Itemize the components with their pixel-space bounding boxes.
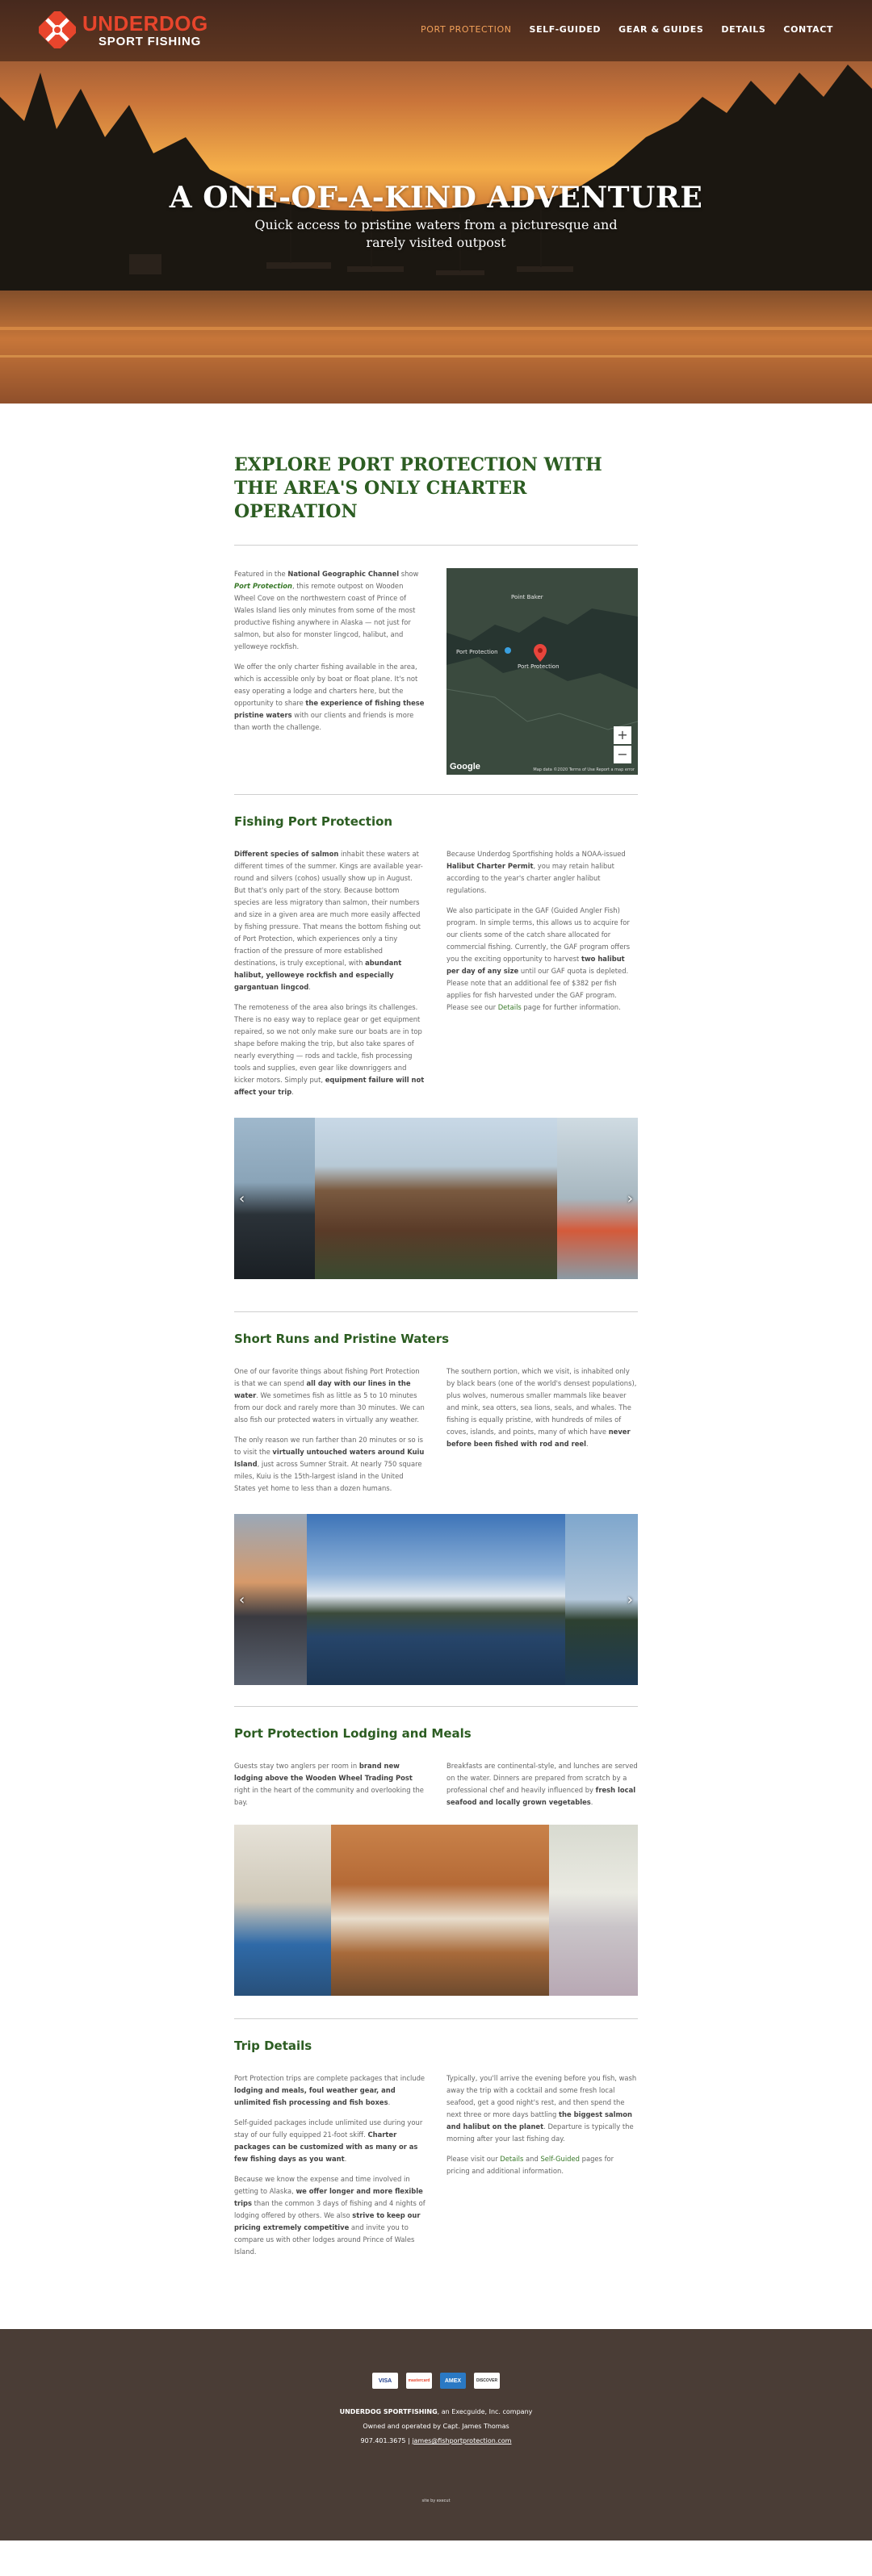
text-bold: equipment failure will not affect your trip — [234, 1076, 425, 1096]
text: Featured in the — [234, 570, 288, 578]
runs-section — [234, 1332, 638, 1685]
embedded-map[interactable] — [446, 568, 638, 775]
trip-heading: Trip Details — [234, 2039, 312, 2053]
text: until our GAF quota is depleted. Please note that an additional fee of $382 per fish applies for fish harvested under the GAF program. Please see our — [446, 967, 629, 1011]
brand-logo[interactable] — [39, 11, 208, 48]
separator: | — [408, 2437, 410, 2444]
discover-card-icon: DISCOVER — [474, 2373, 500, 2389]
details-link[interactable]: Details — [497, 1003, 522, 1011]
gallery-next-icon[interactable]: › — [627, 1190, 633, 1207]
text-bold: Halibut Charter Permit — [446, 862, 534, 870]
text: Port Protection trips are complete packages that include — [234, 2074, 426, 2082]
text: Breakfasts are continental-style, and lunches are served on the water. Dinners are prepared from scratch by a professional chef and heavily influenced by — [446, 1762, 638, 1794]
text: Because we know the expense and time involved in getting to Alaska, — [234, 2175, 410, 2195]
gallery-photo-mountains-water — [307, 1514, 565, 1685]
gallery-photo-lingcod-catch — [315, 1118, 557, 1279]
runs-heading: Short Runs and Pristine Waters — [234, 1332, 450, 1346]
text: The southern portion, which we visit, is inhabited only by black bears (one of the world's densest populations), plus wolves, numerous smaller mammals like beaver and mink, sea otters, sea lions, seals, and whales. The fishing is equally pristine, with hundreds of miles of coves, islands, and points, many of which have — [446, 1367, 637, 1436]
company-name: UNDERDOG SPORTFISHING — [339, 2408, 438, 2415]
map-label-port-protection-left: Port Protection — [456, 649, 498, 655]
text: right in the heart of the community and overlooking the bay. — [234, 1786, 424, 1806]
text: . Departure is typically the morning after your last fishing day. — [446, 2122, 634, 2143]
text: We offer the only charter fishing available in the area, which is accessible only by boat or float plane. It's not easy operating a lodge and charters here, but the opportunity to share — [234, 663, 418, 707]
amex-card-icon: AMEX — [440, 2373, 466, 2389]
fishing-heading: Fishing Port Protection — [234, 814, 393, 829]
footer-contact — [0, 2437, 872, 2444]
site-credit[interactable]: site by execut — [421, 2499, 451, 2503]
text: , you may retain halibut according to the year's charter angler halibut regulations. — [446, 862, 614, 894]
lodging-photo-gallery — [234, 1825, 638, 1996]
gallery-photo-fish-hand — [557, 1118, 638, 1279]
hero-subtitle-line2: rarely visited outpost — [366, 235, 506, 250]
crossed-paddles-icon — [39, 11, 76, 48]
divider — [234, 545, 638, 546]
intro-paragraph-1 — [234, 568, 426, 653]
text: . — [388, 2098, 391, 2106]
text-bold: abundant halibut, yelloweye rockfish and especially gargantuan lingcod — [234, 959, 402, 991]
lodging-paragraph-2 — [446, 1760, 638, 1809]
text: inhabit these waters at different times of the summer. Kings are available year-round and silvers (cohos) usually show up in August. But that's only part of the story. Because bottom species are less migratory than salmon, their numbers and size in a given area are much more easily affected by fishing pressure. That means the bottom fishing out of Port Protection, which experiences only a tiny fraction of the pressure of more established destinations, is truly exceptional, with — [234, 850, 423, 967]
gallery-prev-icon[interactable]: ‹ — [239, 1591, 245, 1608]
runs-paragraph-1 — [234, 1365, 426, 1426]
intro-heading: EXPLORE PORT PROTECTION WITH THE AREA'S ONLY CHARTER OPERATION — [234, 454, 602, 522]
text: One of our favorite things about fishing Port Protection is that we can spend — [234, 1367, 420, 1387]
fishing-paragraph-1 — [234, 848, 426, 993]
map-pin-icon[interactable] — [534, 644, 547, 662]
text: . — [308, 983, 311, 991]
brand-name-line2: SPORT FISHING — [99, 34, 202, 48]
top-navigation-bar — [0, 0, 872, 61]
divider — [234, 1706, 638, 1707]
text: The only reason we run farther than 20 minutes or so is to visit the — [234, 1436, 424, 1456]
company-suffix: , an Execguide, Inc. company — [437, 2408, 533, 2415]
port-protection-show-link[interactable]: Port Protection — [234, 582, 292, 590]
text: pages for pricing and additional information. — [446, 2155, 614, 2175]
google-logo: Google — [450, 762, 480, 772]
trip-paragraph-5 — [446, 2153, 638, 2177]
text-bold: virtually untouched waters around Kuiu Island — [234, 1448, 425, 1468]
text: and — [523, 2155, 541, 2163]
text: . — [344, 2155, 347, 2163]
footer-company — [0, 2408, 872, 2415]
map-label-point-baker: Point Baker — [511, 594, 543, 600]
text: . — [291, 1088, 294, 1096]
text-bold: we offer longer and more flexible trips — [234, 2187, 423, 2207]
runs-paragraph-2 — [234, 1434, 426, 1495]
text: . We sometimes fish as little as 5 to 10 minutes from our dock and rarely more than 30 minutes. We can also fish our protected waters in virtually any weather. — [234, 1391, 425, 1424]
text-bold: lodging and meals, foul weather gear, and unlimited fish processing and fish boxes — [234, 2086, 396, 2106]
map-label-pin: Port Protection — [518, 663, 560, 670]
divider — [234, 794, 638, 795]
text: with our clients and friends is more than worth the challenge. — [234, 711, 414, 731]
map-place-icon — [505, 647, 511, 654]
gallery-photo-dusk — [234, 1514, 307, 1685]
text: , just across Sumner Strait. At nearly 750 square miles, Kuiu is the 15th-largest island in the United States yet home to less than a dozen humans. — [234, 1460, 422, 1492]
trip-paragraph-4 — [446, 2072, 638, 2145]
fishing-section — [234, 814, 638, 1279]
waters-photo-gallery — [234, 1514, 638, 1685]
fishing-photo-gallery — [234, 1118, 638, 1279]
text-bold: Different species of salmon — [234, 850, 339, 858]
details-link[interactable]: Details — [500, 2155, 524, 2163]
text-bold: National Geographic Channel — [287, 570, 400, 578]
text: than the common 3 days of fishing and 4 nights of lodging offered by others. We also — [234, 2199, 426, 2219]
text: , this remote outpost on Wooden Wheel Cove on the northwestern coast of Prince of Wales Island lies only minutes from some of the most productive fishing anywhere in Alaska — not just for salmon, but also for monster lingcod, halibut, and yelloweye rockfish. — [234, 582, 416, 650]
text: show — [399, 570, 419, 578]
map-zoom-out-button[interactable]: − — [614, 746, 631, 763]
email-link[interactable]: james@fishportprotection.com — [412, 2437, 512, 2444]
text: and invite you to compare us with other lodges around Prince of Wales Island. — [234, 2223, 415, 2256]
trip-paragraph-2 — [234, 2117, 426, 2165]
text: Guests stay two anglers per room in — [234, 1762, 359, 1770]
hero-title: A ONE-OF-A-KIND ADVENTURE — [169, 181, 703, 215]
visa-card-icon: VISA — [372, 2373, 398, 2389]
self-guided-link[interactable]: Self-Guided — [540, 2155, 580, 2163]
text: . — [590, 1798, 593, 1806]
gallery-photo-angler — [234, 1118, 315, 1279]
runs-paragraph-3 — [446, 1365, 638, 1450]
nav-contact[interactable]: CONTACT — [783, 24, 833, 35]
site-footer — [0, 2329, 872, 2540]
intro-paragraph-2 — [234, 661, 426, 734]
text: Please visit our — [446, 2155, 501, 2163]
hero-section — [0, 0, 872, 404]
brand-name-line1: UNDERDOG — [82, 10, 208, 36]
phone-number[interactable]: 907.401.3675 — [360, 2437, 406, 2444]
text-bold: two halibut per day of any size — [446, 955, 625, 975]
lodging-paragraph-1 — [234, 1760, 426, 1809]
text-bold: the experience of fishing these pristine waters — [234, 699, 425, 719]
nav-gear-guides[interactable]: GEAR & GUIDES — [618, 24, 704, 35]
text-bold: fresh local seafood and locally grown vegetables — [446, 1786, 636, 1806]
intro-section — [234, 568, 638, 775]
map-attribution[interactable]: Map data ©2020 Terms of Use Report a map error — [533, 767, 635, 772]
mastercard-icon: mastercard — [406, 2373, 432, 2389]
lodging-heading: Port Protection Lodging and Meals — [234, 1726, 472, 1741]
text: Because Underdog Sportfishing holds a NOAA-issued — [446, 850, 626, 858]
gallery-photo-kitchen — [331, 1825, 549, 1996]
fishing-paragraph-3 — [446, 848, 638, 897]
fishing-paragraph-4 — [446, 905, 638, 1014]
text: The remoteness of the area also brings its challenges. There is no easy way to replace gear or get equipment repaired, so we not only make sure our boats are in top shape before making the trip, but also take spares of nearly everything — rods and tackle, fish processing tools and supplies, even gear like downriggers and kicker motors. Simply put, — [234, 1003, 422, 1084]
lodging-section — [234, 1726, 638, 1996]
map-zoom-in-button[interactable]: + — [614, 726, 631, 744]
fishing-paragraph-2 — [234, 1002, 426, 1098]
main-content — [234, 404, 638, 2266]
nav-self-guided[interactable]: SELF-GUIDED — [529, 24, 602, 35]
text-bold: all day with our lines in the water — [234, 1379, 411, 1399]
text-bold: never before been fished with rod and reel — [446, 1428, 631, 1448]
text: . — [585, 1440, 589, 1448]
text-bold: strive to keep our pricing extremely competitive — [234, 2211, 421, 2231]
nav-details[interactable]: DETAILS — [721, 24, 766, 35]
nav-port-protection[interactable]: PORT PROTECTION — [421, 24, 512, 35]
divider — [234, 2018, 638, 2019]
text-bold: the biggest salmon and halibut on the planet — [446, 2110, 632, 2131]
gallery-prev-icon[interactable]: ‹ — [239, 1190, 245, 1207]
text: Typically, you'll arrive the evening before you fish, wash away the trip with a cocktail and some fresh local seafood, get a good night's rest, and then spend the next three or more days battling — [446, 2074, 637, 2118]
footer-owner: Owned and operated by Capt. James Thomas — [363, 2423, 509, 2430]
text-bold: brand new lodging above the Wooden Wheel Trading Post — [234, 1762, 413, 1782]
trip-section — [234, 2039, 638, 2266]
gallery-photo-living-room — [234, 1825, 331, 1996]
hero-subtitle-line1: Quick access to pristine waters from a picturesque and — [254, 217, 618, 232]
payment-cards — [0, 2373, 872, 2389]
divider — [234, 1311, 638, 1312]
gallery-photo-bedroom — [549, 1825, 638, 1996]
trip-paragraph-3 — [234, 2173, 426, 2258]
text: Self-guided packages include unlimited use during your stay of our fully equipped 21-foot skiff. — [234, 2118, 423, 2139]
text: We also participate in the GAF (Guided Angler Fish) program. In simple terms, this allows us to acquire for our clients some of the catch share allocated for commercial fishing. Currently, the GAF program offers you the exciting opportunity to harvest — [446, 906, 631, 963]
trip-paragraph-1 — [234, 2072, 426, 2109]
text-bold: Charter packages can be customized with as many or as few fishing days as you want — [234, 2131, 418, 2163]
text: page for further information. — [521, 1003, 621, 1011]
hero-subtitle — [0, 216, 872, 252]
main-nav — [421, 24, 833, 35]
gallery-next-icon[interactable]: › — [627, 1591, 633, 1608]
